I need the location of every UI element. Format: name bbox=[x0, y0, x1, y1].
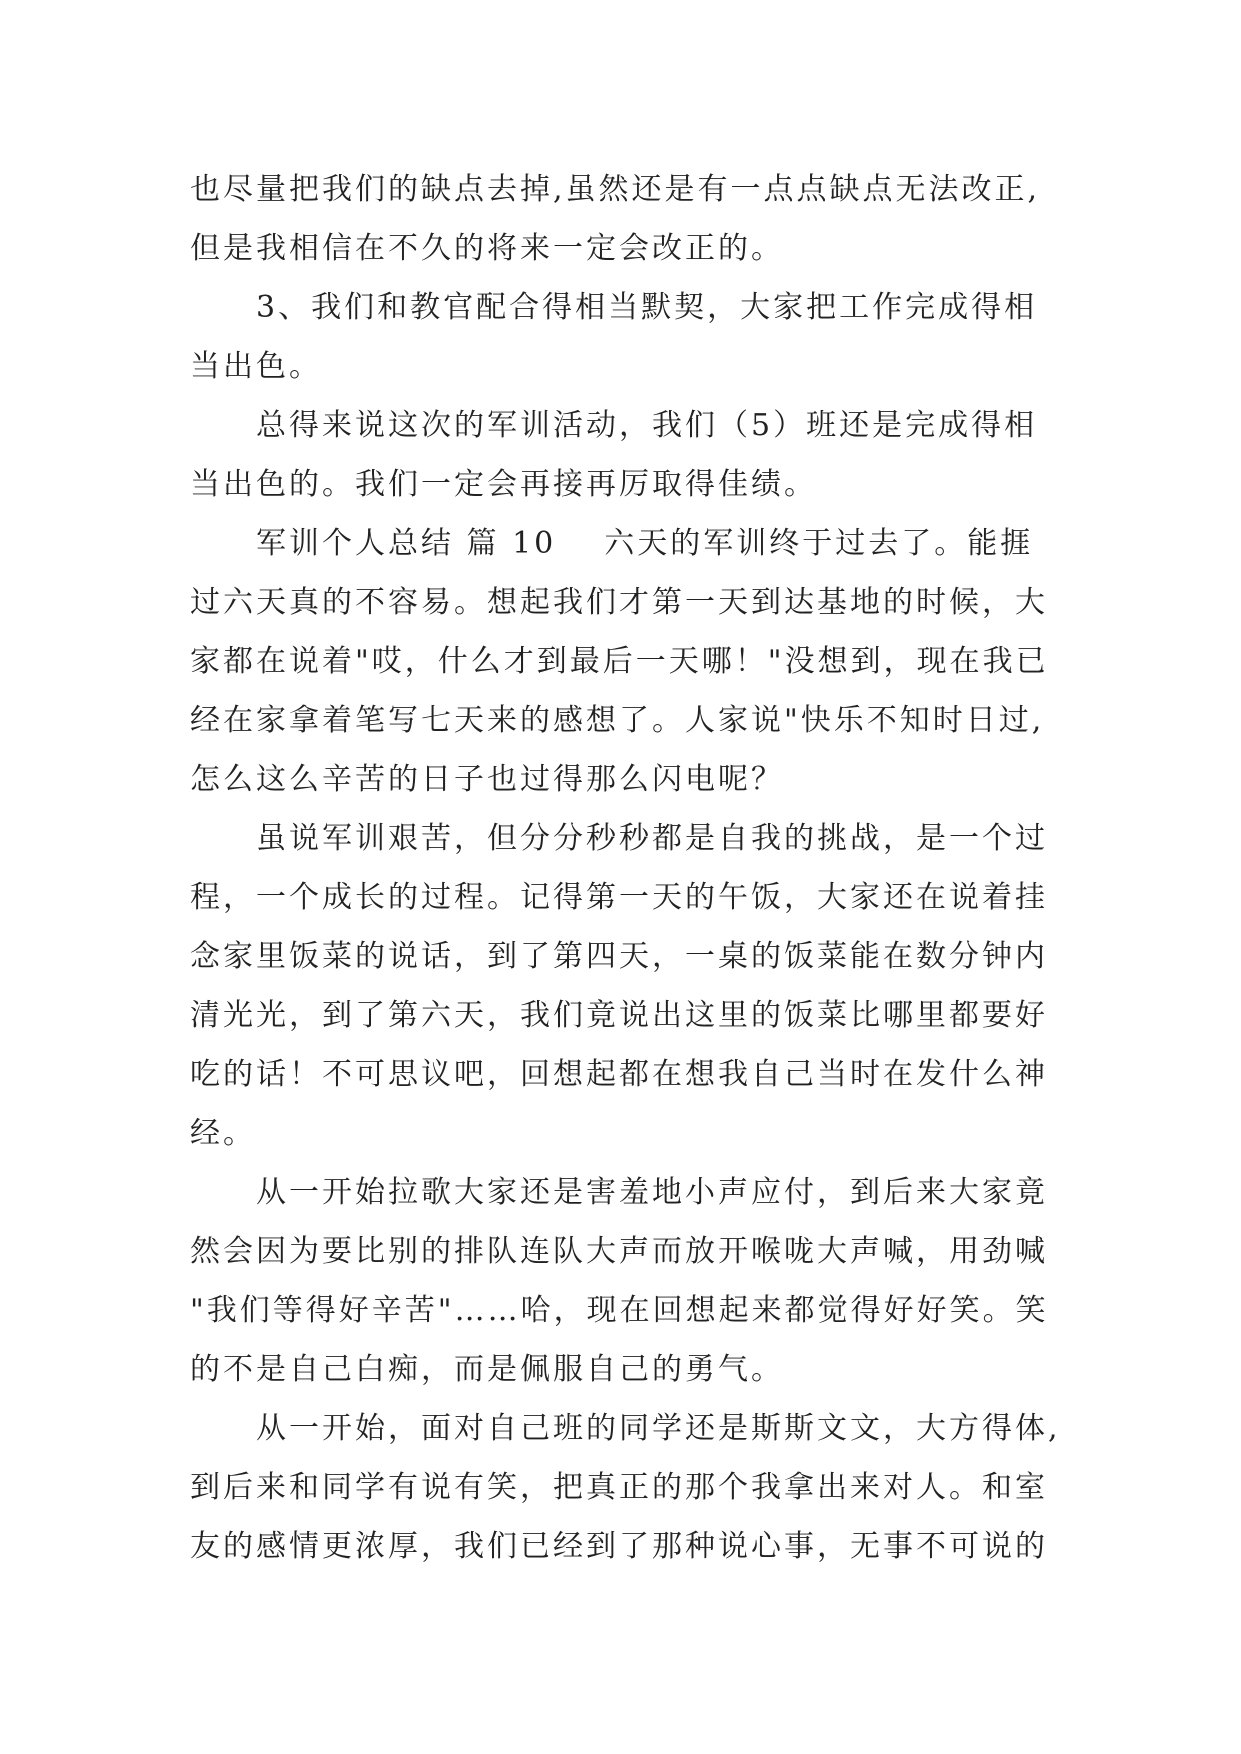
text-line: 当出色。 bbox=[190, 349, 322, 384]
text-line: 3、我们和教官配合得相当默契，大家把工作完成得相 bbox=[256, 290, 1038, 325]
text-line: 的不是自己白痴，而是佩服自己的勇气。 bbox=[190, 1352, 784, 1387]
section-heading: 军训个人总结 篇 10 bbox=[256, 526, 557, 561]
text-line: 从一开始拉歌大家还是害羞地小声应付，到后来大家竟 bbox=[256, 1175, 1048, 1210]
text-line: 家都在说着"哎，什么才到最后一天哪！"没想到，现在我已 bbox=[190, 644, 1049, 679]
section-heading-line bbox=[190, 514, 1070, 573]
text-line: 念家里饭菜的说话，到了第四天，一桌的饭菜能在数分钟内 bbox=[190, 939, 1048, 974]
text-line: "我们等得好辛苦"……哈，现在回想起来都觉得好好笑。笑 bbox=[190, 1293, 1049, 1328]
text-line: 过六天真的不容易。想起我们才第一天到达基地的时候，大 bbox=[190, 585, 1048, 620]
text-line: 当出色的。我们一定会再接再厉取得佳绩。 bbox=[190, 467, 817, 502]
body-text bbox=[190, 160, 1070, 1576]
text-line: 吃的话！不可思议吧，回想起都在想我自己当时在发什么神 bbox=[190, 1057, 1048, 1092]
text-line: 但是我相信在不久的将来一定会改正的。 bbox=[190, 231, 784, 266]
text-line: 从一开始，面对自己班的同学还是斯斯文文，大方得体, bbox=[256, 1411, 1061, 1446]
text-line: 清光光，到了第六天，我们竟说出这里的饭菜比哪里都要好 bbox=[190, 998, 1048, 1033]
text-line: 然会因为要比别的排队连队大声而放开喉咙大声喊，用劲喊 bbox=[190, 1234, 1048, 1269]
text-line: 经在家拿着笔写七天来的感想了。人家说"快乐不知时日过, bbox=[190, 703, 1045, 738]
text-line: 怎么这么辛苦的日子也过得那么闪电呢？ bbox=[190, 762, 784, 797]
text-line: 虽说军训艰苦，但分分秒秒都是自我的挑战，是一个过 bbox=[256, 821, 1048, 856]
text-line: 友的感情更浓厚，我们已经到了那种说心事，无事不可说的 bbox=[190, 1529, 1048, 1564]
text-line: 总得来说这次的军训活动，我们（5）班还是完成得相 bbox=[256, 408, 1038, 443]
text-line: 经。 bbox=[190, 1116, 256, 1151]
text-line: 六天的军训终于过去了。能捱 bbox=[604, 526, 1034, 561]
text-line: 也尽量把我们的缺点去掉,虽然还是有一点点缺点无法改正, bbox=[190, 172, 1041, 207]
text-line: 程，一个成长的过程。记得第一天的午饭，大家还在说着挂 bbox=[190, 880, 1048, 915]
text-line: 到后来和同学有说有笑，把真正的那个我拿出来对人。和室 bbox=[190, 1470, 1048, 1505]
